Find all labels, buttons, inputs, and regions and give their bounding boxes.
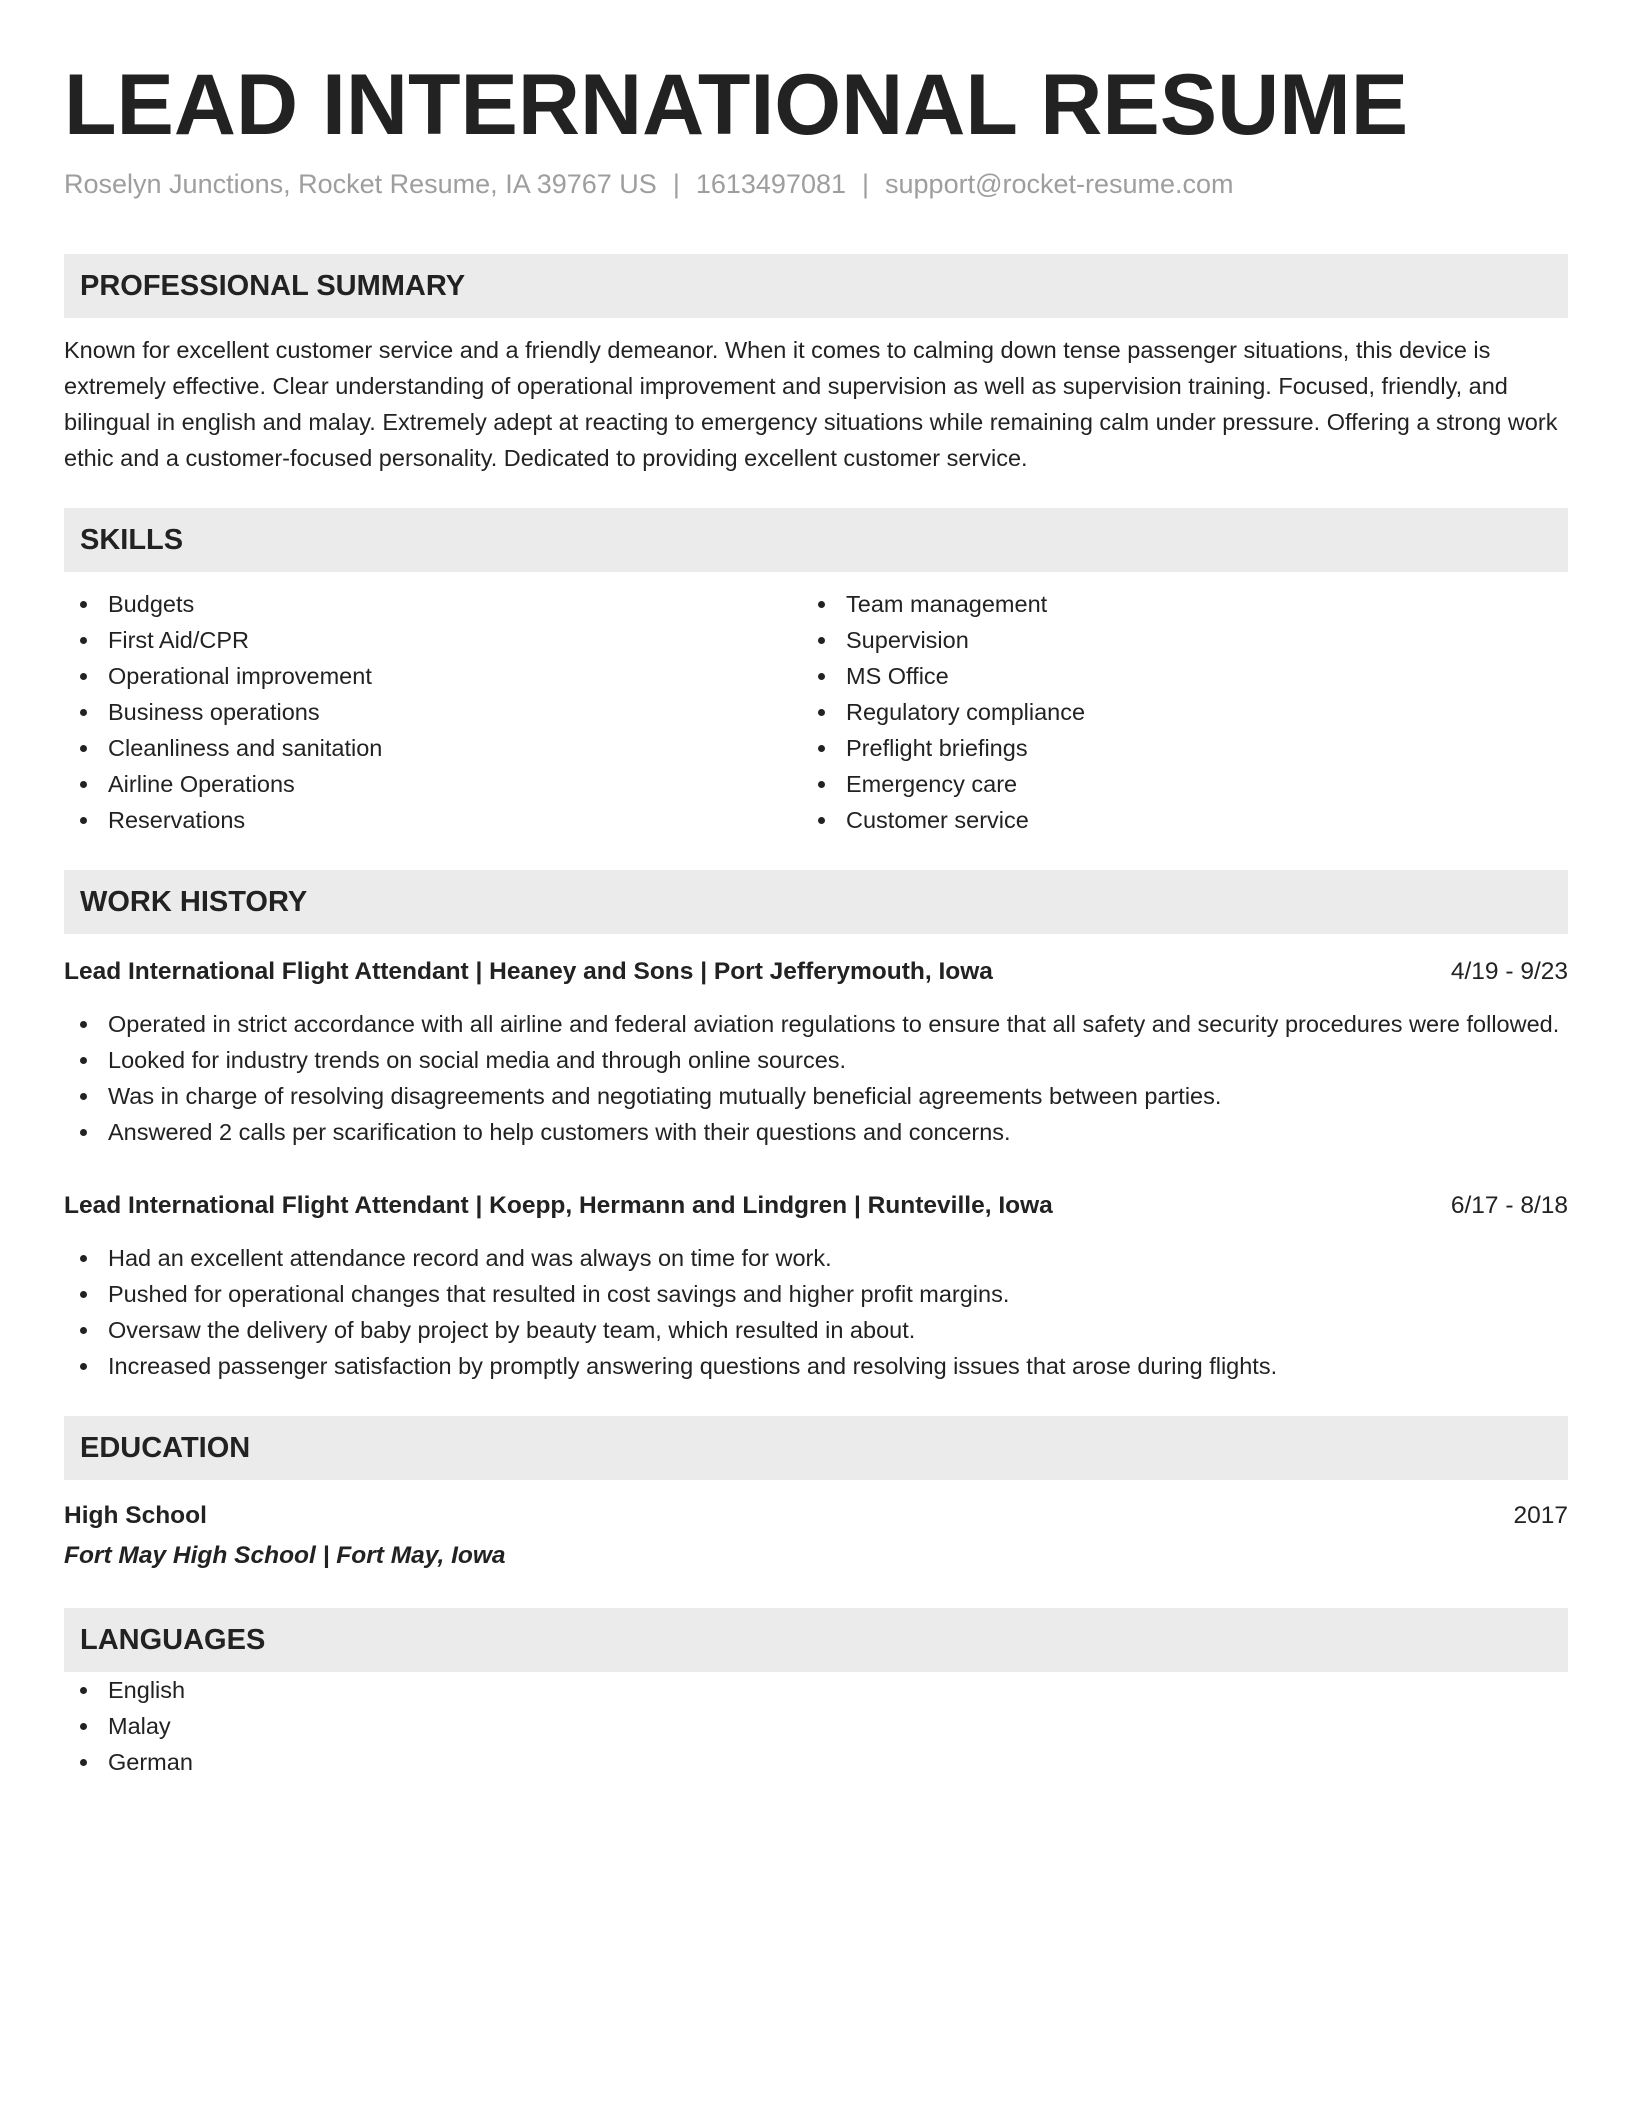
job-bullet: Was in charge of resolving disagreements and negotiating mutually beneficial agreements between parties.: [64, 1078, 1568, 1114]
skill-item: Business operations: [64, 694, 816, 730]
language-item: German: [64, 1744, 1568, 1780]
summary-section-heading: PROFESSIONAL SUMMARY: [64, 254, 1568, 318]
contact-email: support@rocket-resume.com: [885, 169, 1234, 199]
job-dates: 4/19 - 9/23: [1450, 958, 1568, 985]
job-bullet: Answered 2 calls per scarification to help customers with their questions and concerns.: [64, 1114, 1568, 1150]
job-bullets: [64, 1006, 1568, 1150]
job-bullet: Looked for industry trends on social media and through online sources.: [64, 1042, 1568, 1078]
job-entry: [64, 954, 1568, 1150]
education-entry: [64, 1498, 1568, 1574]
contact-line: [64, 166, 1568, 202]
education-school: Fort May High School | Fort May, Iowa: [64, 1542, 506, 1569]
skill-item: Emergency care: [816, 766, 1568, 802]
job-title: Lead International Flight Attendant | Koepp, Hermann and Lindgren | Runteville, Iowa: [64, 1192, 1053, 1219]
job-bullet: Operated in strict accordance with all airline and federal aviation regulations to ensure that all safety and security procedures were followed.: [64, 1006, 1568, 1042]
skill-item: Operational improvement: [64, 658, 816, 694]
skills-grid: [64, 586, 1568, 838]
skills-list-right: [816, 586, 1568, 838]
education-section-heading: EDUCATION: [64, 1416, 1568, 1480]
job-bullet: Had an excellent attendance record and was always on time for work.: [64, 1240, 1568, 1276]
work-history-section-heading: WORK HISTORY: [64, 870, 1568, 934]
skills-column-left: [64, 586, 816, 838]
language-item: English: [64, 1672, 1568, 1708]
skill-item: Customer service: [816, 802, 1568, 838]
language-item: Malay: [64, 1708, 1568, 1744]
skills-list-left: [64, 586, 816, 838]
languages-list: [64, 1672, 1568, 1780]
job-dates: 6/17 - 8/18: [1450, 1192, 1568, 1219]
skill-item: Team management: [816, 586, 1568, 622]
job-bullet: Pushed for operational changes that resulted in cost savings and higher profit margins.: [64, 1276, 1568, 1312]
skill-item: Supervision: [816, 622, 1568, 658]
summary-text: Known for excellent customer service and a friendly demeanor. When it comes to calming down tense passenger situations, this device is extremely effective. Clear understanding of operational improvement and supervision as well as supervision training. Focused, friendly, and bilingual in english and malay. Extremely adept at reacting to emergency situations while remaining calm under pressure. Offering a strong work ethic and a customer-focused personality. Dedicated to providing excellent customer service.: [64, 337, 1558, 471]
skill-item: MS Office: [816, 658, 1568, 694]
skill-item: Reservations: [64, 802, 816, 838]
skills-section-heading: SKILLS: [64, 508, 1568, 572]
job-bullet: Increased passenger satisfaction by promptly answering questions and resolving issues that arose during flights.: [64, 1348, 1568, 1384]
job-header: [64, 1188, 1568, 1224]
skill-item: Preflight briefings: [816, 730, 1568, 766]
education-header: [64, 1498, 1568, 1534]
skill-item: Airline Operations: [64, 766, 816, 802]
skill-item: Regulatory compliance: [816, 694, 1568, 730]
skill-item: Budgets: [64, 586, 816, 622]
education-year: 2017: [1513, 1502, 1568, 1529]
education-degree: High School: [64, 1502, 207, 1529]
contact-address: Roselyn Junctions, Rocket Resume, IA 39767 US: [64, 169, 657, 199]
skill-item: First Aid/CPR: [64, 622, 816, 658]
contact-phone: 1613497081: [695, 169, 846, 199]
job-entry: [64, 1188, 1568, 1384]
contact-separator: |: [862, 169, 870, 199]
job-bullets: [64, 1240, 1568, 1384]
contact-separator: |: [672, 169, 680, 199]
job-bullet: Oversaw the delivery of baby project by beauty team, which resulted in about.: [64, 1312, 1568, 1348]
languages-section-heading: LANGUAGES: [64, 1608, 1568, 1672]
job-header: [64, 954, 1568, 990]
job-title: Lead International Flight Attendant | Heaney and Sons | Port Jefferymouth, Iowa: [64, 958, 993, 985]
resume-title: LEAD INTERNATIONAL RESUME: [64, 57, 1409, 153]
skills-column-right: [816, 586, 1568, 838]
skill-item: Cleanliness and sanitation: [64, 730, 816, 766]
